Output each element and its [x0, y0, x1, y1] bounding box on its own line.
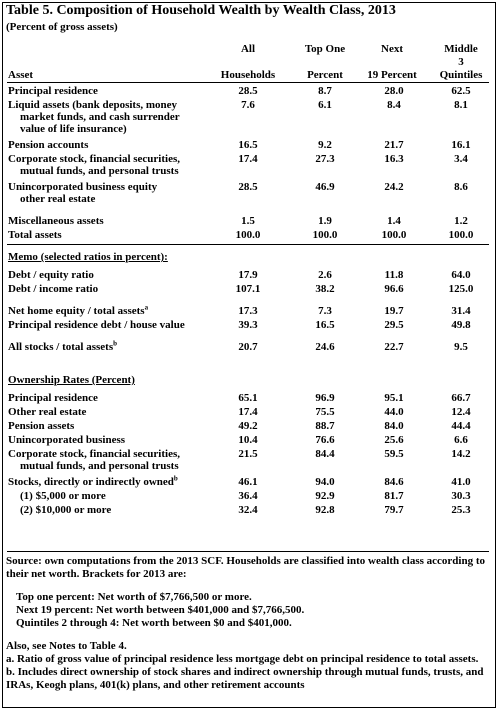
cell-value: 27.3	[315, 153, 335, 165]
cell-value: 28.5	[238, 181, 258, 193]
cell-value: 84.4	[315, 448, 335, 460]
cell-value: 24.6	[315, 341, 335, 353]
row-label: All stocks / total assets$^b$	[8, 339, 118, 353]
cell-value: 125.0	[448, 283, 474, 295]
cell-value: 28.5	[238, 85, 258, 97]
notes	[6, 555, 492, 692]
cell-value: 31.4	[451, 305, 471, 317]
cell-value: 21.7	[384, 139, 404, 151]
row-label: Debt / income ratio	[8, 283, 99, 295]
cell-value: 17.9	[238, 269, 258, 281]
footnote-marker: a	[144, 303, 149, 312]
cell-value: 1.4	[387, 215, 401, 227]
cell-value: 16.1	[451, 139, 471, 151]
cell-value: 2.6	[318, 269, 332, 281]
row-label: Unincorporated business equity	[8, 181, 158, 193]
cell-value: 6.1	[318, 99, 332, 111]
row-label: Total assets	[8, 229, 62, 241]
cell-value: 81.7	[384, 490, 404, 502]
row-label: mutual funds, and personal trusts	[20, 460, 179, 472]
cell-value: 8.4	[387, 99, 401, 111]
row-label: Principal residence debt / house value	[8, 319, 185, 331]
asset-header: Asset	[8, 69, 34, 81]
cell-value: 96.6	[384, 283, 404, 295]
row-label: Corporate stock, financial securities,	[8, 153, 180, 165]
cell-value: 22.7	[384, 341, 404, 353]
cell-value: 49.2	[238, 420, 258, 432]
cell-value: 88.7	[315, 420, 335, 432]
notes-rule	[7, 551, 489, 552]
cell-value: 28.0	[384, 85, 404, 97]
cell-value: 21.5	[238, 448, 258, 460]
row-label: (2) $10,000 or more	[20, 504, 112, 516]
cell-value: 44.0	[384, 406, 404, 418]
cell-value: 100.0	[235, 229, 261, 241]
row-label: Stocks, directly or indirectly owned$^b$	[8, 474, 178, 488]
row-label: other real estate	[20, 193, 96, 205]
row-label: Corporate stock, financial securities,	[8, 448, 180, 460]
cell-value: 11.8	[384, 269, 404, 281]
cell-value: 92.9	[315, 490, 335, 502]
row-label: value of life insurance)	[20, 123, 127, 135]
cell-value: 16.5	[238, 139, 258, 151]
cell-value: 19.7	[384, 305, 404, 317]
cell-value: 7.6	[241, 99, 255, 111]
cell-value: 8.7	[318, 85, 332, 97]
table-subtitle: (Percent of gross assets)	[6, 21, 118, 33]
also-note: Also, see Notes to Table 4.	[6, 640, 127, 652]
row-label: Principal residence	[8, 392, 98, 404]
cell-value: 49.8	[451, 319, 471, 331]
cell-value: 46.1	[238, 476, 258, 488]
cell-value: 24.2	[384, 181, 404, 193]
cell-value: 94.0	[315, 476, 335, 488]
cell-value: 41.0	[451, 476, 471, 488]
table-title: Table 5. Composition of Household Wealth by Wealth Class, 2013	[6, 3, 396, 18]
row-label: Other real estate	[8, 406, 87, 418]
row-label: Liquid assets (bank deposits, money	[8, 99, 178, 111]
row-label: Debt / equity ratio	[8, 269, 94, 281]
cell-value: 32.4	[238, 504, 258, 516]
cell-value: 79.7	[384, 504, 404, 516]
footnote-b: b. Includes direct ownership of stock shares and indirect ownership through mutual funds, trusts, and IRAs, Keogh plans, 401(k) plans, and other retirement accounts	[6, 666, 484, 691]
row-label: market funds, and cash surrender	[20, 111, 180, 123]
cell-value: 92.8	[315, 504, 335, 516]
cell-value: 25.6	[384, 434, 404, 446]
cell-value: 17.3	[238, 305, 258, 317]
cell-value: 62.5	[451, 85, 471, 97]
cell-value: 96.9	[315, 392, 335, 404]
assets-rule	[7, 244, 489, 245]
bracket-quintiles: Quintiles 2 through 4: Net worth between $0 and $401,000.	[16, 617, 292, 629]
cell-value: 8.6	[454, 181, 468, 193]
cell-value: 1.9	[318, 215, 332, 227]
cell-value: 38.2	[315, 283, 335, 295]
cell-value: 17.4	[238, 153, 258, 165]
cell-value: 25.3	[451, 504, 471, 516]
cell-value: 14.2	[451, 448, 471, 460]
cell-value: 30.3	[451, 490, 471, 502]
cell-value: 44.4	[451, 420, 471, 432]
cell-value: 65.1	[238, 392, 258, 404]
cell-value: 36.4	[238, 490, 258, 502]
row-label: Pension accounts	[8, 139, 89, 151]
row-label: Pension assets	[8, 420, 75, 432]
cell-value: 76.6	[315, 434, 335, 446]
cell-value: 1.5	[241, 215, 255, 227]
row-label: (1) $5,000 or more	[20, 490, 106, 502]
cell-value: 16.3	[384, 153, 404, 165]
column-header-all: All Households	[220, 43, 276, 81]
cell-value: 17.4	[238, 406, 258, 418]
cell-value: 3.4	[454, 153, 468, 165]
cell-value: 84.6	[384, 476, 404, 488]
source-note: Source: own computations from the 2013 SCF. Households are classified into wealth class according to their net worth. Brackets for 2013 are:	[6, 555, 486, 580]
row-label: mutual funds, and personal trusts	[20, 165, 179, 177]
row-label: Net home equity / total assets$^a$	[8, 303, 149, 317]
cell-value: 75.5	[315, 406, 335, 418]
footnote-marker: b	[173, 474, 178, 483]
column-header-middle-3: Middle 3 Quintiles	[439, 43, 483, 81]
cell-value: 16.5	[315, 319, 335, 331]
cell-value: 100.0	[448, 229, 474, 241]
cell-value: 107.1	[235, 283, 261, 295]
cell-value: 64.0	[451, 269, 471, 281]
cell-value: 46.9	[315, 181, 335, 193]
ownership-title: Ownership Rates (Percent)	[8, 374, 135, 386]
row-label: Miscellaneous assets	[8, 215, 104, 227]
row-label: Principal residence	[8, 85, 98, 97]
bracket-top-one: Top one percent: Net worth of $7,766,500 or more.	[16, 591, 252, 603]
cell-value: 12.4	[451, 406, 471, 418]
footnote-a: a. Ratio of gross value of principal residence less mortgage debt on principal residence to total assets.	[6, 653, 479, 665]
cell-value: 100.0	[381, 229, 407, 241]
cell-value: 10.4	[238, 434, 258, 446]
cell-value: 29.5	[384, 319, 404, 331]
cell-value: 100.0	[312, 229, 338, 241]
row-label: Unincorporated business	[8, 434, 126, 446]
memo-title: Memo (selected ratios in percent):	[8, 251, 168, 263]
column-header-top-one: Top One Percent	[304, 43, 346, 81]
cell-value: 39.3	[238, 319, 258, 331]
cell-value: 9.5	[454, 341, 468, 353]
footnote-marker: b	[113, 339, 118, 348]
cell-value: 84.0	[384, 420, 404, 432]
column-header-next-19: Next 19 Percent	[367, 43, 417, 81]
cell-value: 7.3	[318, 305, 332, 317]
cell-value: 1.2	[454, 215, 468, 227]
cell-value: 95.1	[384, 392, 404, 404]
header-rule	[7, 82, 489, 83]
cell-value: 59.5	[384, 448, 404, 460]
cell-value: 9.2	[318, 139, 332, 151]
cell-value: 6.6	[454, 434, 468, 446]
bracket-next-19: Next 19 percent: Net worth between $401,000 and $7,766,500.	[16, 604, 305, 616]
cell-value: 66.7	[451, 392, 471, 404]
cell-value: 20.7	[238, 341, 258, 353]
cell-value: 8.1	[454, 99, 468, 111]
